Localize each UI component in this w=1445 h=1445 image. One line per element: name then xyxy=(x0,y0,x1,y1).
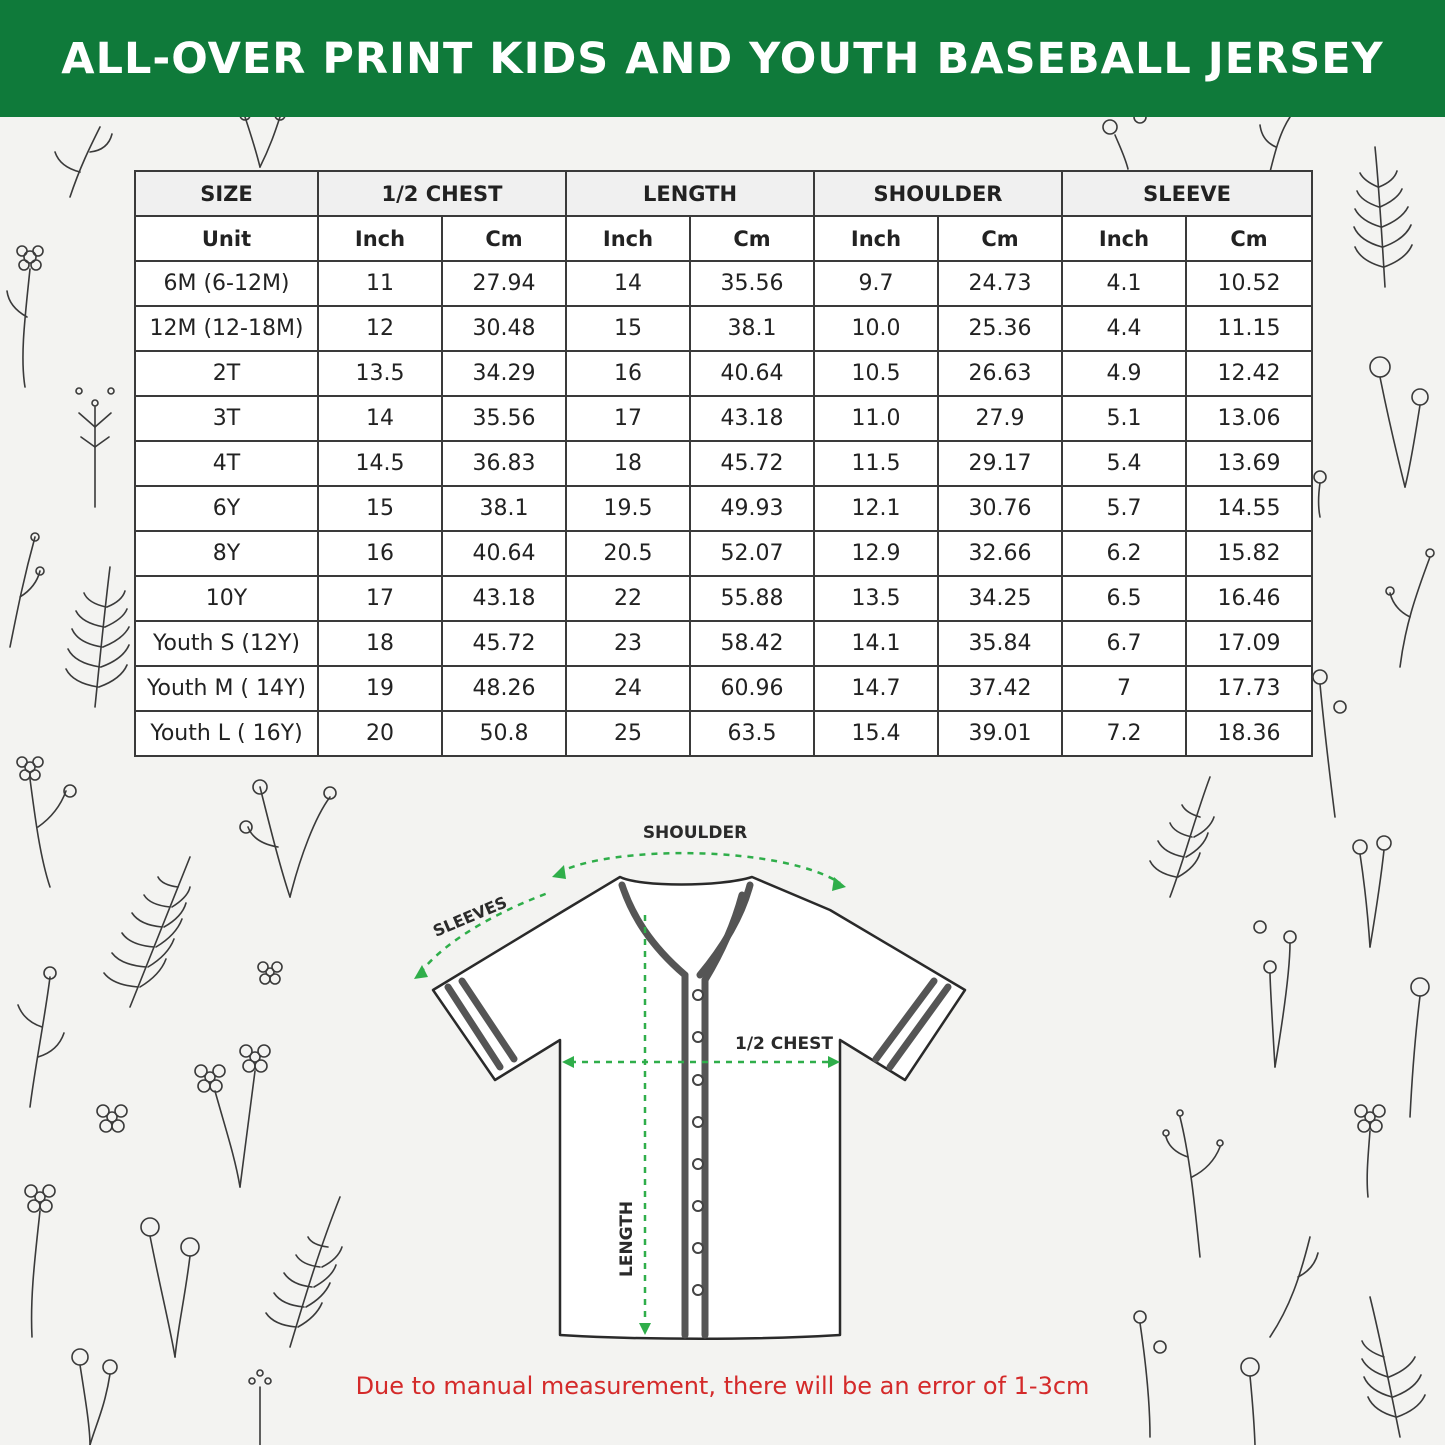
value-cell: 4.4 xyxy=(1062,306,1186,351)
flower-sprig-icon xyxy=(76,388,114,507)
value-cell: 60.96 xyxy=(690,666,814,711)
header-size: SIZE xyxy=(135,171,318,216)
value-cell: 55.88 xyxy=(690,576,814,621)
flower-sprig-icon xyxy=(1314,471,1326,517)
size-chart-table xyxy=(134,170,1313,757)
unit-cell: Inch xyxy=(814,216,938,261)
flower-sprig-icon xyxy=(1313,670,1346,817)
value-cell: 6.7 xyxy=(1062,621,1186,666)
unit-cell: Cm xyxy=(938,216,1062,261)
unit-cell: Cm xyxy=(442,216,566,261)
header-length: LENGTH xyxy=(566,171,814,216)
flower-icon xyxy=(7,246,43,387)
table-units-row xyxy=(135,216,1312,261)
table-row xyxy=(135,396,1312,441)
unit-cell: Inch xyxy=(1062,216,1186,261)
flower-icon xyxy=(258,962,282,984)
value-cell: 30.76 xyxy=(938,486,1062,531)
value-cell: 14 xyxy=(566,261,690,306)
value-cell: 45.72 xyxy=(442,621,566,666)
value-cell: 25.36 xyxy=(938,306,1062,351)
jersey-measurement-diagram xyxy=(400,815,1000,1355)
measurement-note: Due to manual measurement, there will be an error of 1-3cm xyxy=(355,1372,1090,1400)
flower-icon xyxy=(25,1185,55,1337)
value-cell: 24.73 xyxy=(938,261,1062,306)
value-cell: 14.5 xyxy=(318,441,442,486)
value-cell: 18.36 xyxy=(1186,711,1312,756)
value-cell: 5.1 xyxy=(1062,396,1186,441)
flower-sprig-icon xyxy=(195,1045,270,1187)
flower-sprig-icon xyxy=(18,967,64,1107)
title-banner xyxy=(0,0,1445,117)
fern-icon xyxy=(1362,1297,1425,1437)
value-cell: 16.46 xyxy=(1186,576,1312,621)
fern-icon xyxy=(1354,147,1412,287)
sleeves-label: SLEEVES xyxy=(430,892,510,941)
value-cell: 15 xyxy=(318,486,442,531)
value-cell: 17 xyxy=(318,576,442,621)
value-cell: 16 xyxy=(566,351,690,396)
value-cell: 43.18 xyxy=(690,396,814,441)
flower-sprig-icon xyxy=(1270,1237,1318,1337)
value-cell: 27.94 xyxy=(442,261,566,306)
value-cell: 17 xyxy=(566,396,690,441)
value-cell: 22 xyxy=(566,576,690,621)
value-cell: 24 xyxy=(566,666,690,711)
table-row xyxy=(135,621,1312,666)
value-cell: 13.5 xyxy=(318,351,442,396)
value-cell: 17.09 xyxy=(1186,621,1312,666)
value-cell: 26.63 xyxy=(938,351,1062,396)
value-cell: 38.1 xyxy=(442,486,566,531)
value-cell: 14.7 xyxy=(814,666,938,711)
value-cell: 11.15 xyxy=(1186,306,1312,351)
value-cell: 49.93 xyxy=(690,486,814,531)
flower-sprig-icon xyxy=(10,533,44,647)
value-cell: 6.5 xyxy=(1062,576,1186,621)
value-cell: 7 xyxy=(1062,666,1186,711)
jersey-outline-icon xyxy=(433,877,965,1339)
fern-icon xyxy=(266,1197,342,1347)
value-cell: 12 xyxy=(318,306,442,351)
value-cell: 15.82 xyxy=(1186,531,1312,576)
value-cell: 5.7 xyxy=(1062,486,1186,531)
value-cell: 10.52 xyxy=(1186,261,1312,306)
fern-icon xyxy=(66,567,129,707)
table-row xyxy=(135,261,1312,306)
value-cell: 39.01 xyxy=(938,711,1062,756)
table-row xyxy=(135,441,1312,486)
value-cell: 11.0 xyxy=(814,396,938,441)
value-cell: 4.9 xyxy=(1062,351,1186,396)
size-cell: Youth S (12Y) xyxy=(135,621,318,666)
table-row xyxy=(135,306,1312,351)
value-cell: 13.5 xyxy=(814,576,938,621)
value-cell: 23 xyxy=(566,621,690,666)
value-cell: 16 xyxy=(318,531,442,576)
flower-sprig-icon xyxy=(240,117,285,167)
flower-sprig-icon xyxy=(141,1218,199,1357)
value-cell: 14 xyxy=(318,396,442,441)
table-row xyxy=(135,576,1312,621)
value-cell: 17.73 xyxy=(1186,666,1312,711)
flower-icon xyxy=(1355,1105,1385,1197)
value-cell: 18 xyxy=(566,441,690,486)
value-cell: 40.64 xyxy=(442,531,566,576)
size-cell: 10Y xyxy=(135,576,318,621)
value-cell: 12.1 xyxy=(814,486,938,531)
value-cell: 45.72 xyxy=(690,441,814,486)
value-cell: 15.4 xyxy=(814,711,938,756)
value-cell: 14.55 xyxy=(1186,486,1312,531)
value-cell: 36.83 xyxy=(442,441,566,486)
value-cell: 4.1 xyxy=(1062,261,1186,306)
value-cell: 12.9 xyxy=(814,531,938,576)
unit-cell: Unit xyxy=(135,216,318,261)
size-cell: 6M (6-12M) xyxy=(135,261,318,306)
size-cell: 8Y xyxy=(135,531,318,576)
unit-cell: Cm xyxy=(1186,216,1312,261)
value-cell: 19 xyxy=(318,666,442,711)
value-cell: 58.42 xyxy=(690,621,814,666)
size-cell: Youth L ( 16Y) xyxy=(135,711,318,756)
flower-icon xyxy=(17,757,76,887)
flower-sprig-icon xyxy=(1353,836,1391,947)
flower-sprig-icon xyxy=(1103,117,1146,169)
value-cell: 50.8 xyxy=(442,711,566,756)
value-cell: 10.5 xyxy=(814,351,938,396)
flower-sprig-icon xyxy=(1410,978,1429,1117)
value-cell: 9.7 xyxy=(814,261,938,306)
value-cell: 19.5 xyxy=(566,486,690,531)
table-row xyxy=(135,531,1312,576)
value-cell: 43.18 xyxy=(442,576,566,621)
value-cell: 15 xyxy=(566,306,690,351)
half-chest-label: 1/2 CHEST xyxy=(735,1034,833,1054)
value-cell: 32.66 xyxy=(938,531,1062,576)
value-cell: 11 xyxy=(318,261,442,306)
value-cell: 10.0 xyxy=(814,306,938,351)
page-title: ALL-OVER PRINT KIDS AND YOUTH BASEBALL JERSEY xyxy=(61,33,1384,84)
value-cell: 12.42 xyxy=(1186,351,1312,396)
value-cell: 48.26 xyxy=(442,666,566,711)
shoulder-label: SHOULDER xyxy=(642,823,748,843)
value-cell: 11.5 xyxy=(814,441,938,486)
unit-cell: Inch xyxy=(566,216,690,261)
value-cell: 34.29 xyxy=(442,351,566,396)
unit-cell: Inch xyxy=(318,216,442,261)
fern-icon xyxy=(104,857,190,1007)
value-cell: 25 xyxy=(566,711,690,756)
value-cell: 63.5 xyxy=(690,711,814,756)
header-shoulder: SHOULDER xyxy=(814,171,1062,216)
size-cell: 12M (12-18M) xyxy=(135,306,318,351)
flower-sprig-icon xyxy=(1260,117,1290,172)
value-cell: 13.69 xyxy=(1186,441,1312,486)
table-row xyxy=(135,351,1312,396)
table-row xyxy=(135,486,1312,531)
flower-sprig-icon xyxy=(1370,357,1428,487)
size-cell: Youth M ( 14Y) xyxy=(135,666,318,711)
value-cell: 35.56 xyxy=(442,396,566,441)
table-row xyxy=(135,711,1312,756)
value-cell: 14.1 xyxy=(814,621,938,666)
flower-icon xyxy=(97,1105,127,1132)
size-cell: 2T xyxy=(135,351,318,396)
size-cell: 4T xyxy=(135,441,318,486)
size-cell: 3T xyxy=(135,396,318,441)
flower-sprig-icon xyxy=(240,780,336,897)
value-cell: 52.07 xyxy=(690,531,814,576)
flower-sprig-icon xyxy=(1163,1110,1223,1257)
value-cell: 34.25 xyxy=(938,576,1062,621)
header-half-chest: 1/2 CHEST xyxy=(318,171,566,216)
value-cell: 40.64 xyxy=(690,351,814,396)
value-cell: 5.4 xyxy=(1062,441,1186,486)
value-cell: 30.48 xyxy=(442,306,566,351)
value-cell: 20 xyxy=(318,711,442,756)
value-cell: 18 xyxy=(318,621,442,666)
length-label: LENGTH xyxy=(617,1200,637,1277)
unit-cell: Cm xyxy=(690,216,814,261)
value-cell: 13.06 xyxy=(1186,396,1312,441)
table-row xyxy=(135,666,1312,711)
value-cell: 38.1 xyxy=(690,306,814,351)
value-cell: 37.42 xyxy=(938,666,1062,711)
table-header-row xyxy=(135,171,1312,216)
flower-sprig-icon xyxy=(55,127,112,197)
value-cell: 20.5 xyxy=(566,531,690,576)
flower-sprig-icon xyxy=(1386,549,1434,667)
header-sleeve: SLEEVE xyxy=(1062,171,1312,216)
fern-icon xyxy=(1150,777,1214,897)
flower-sprig-icon xyxy=(1254,921,1296,1067)
value-cell: 7.2 xyxy=(1062,711,1186,756)
size-cell: 6Y xyxy=(135,486,318,531)
value-cell: 27.9 xyxy=(938,396,1062,441)
value-cell: 29.17 xyxy=(938,441,1062,486)
value-cell: 35.56 xyxy=(690,261,814,306)
value-cell: 35.84 xyxy=(938,621,1062,666)
value-cell: 6.2 xyxy=(1062,531,1186,576)
